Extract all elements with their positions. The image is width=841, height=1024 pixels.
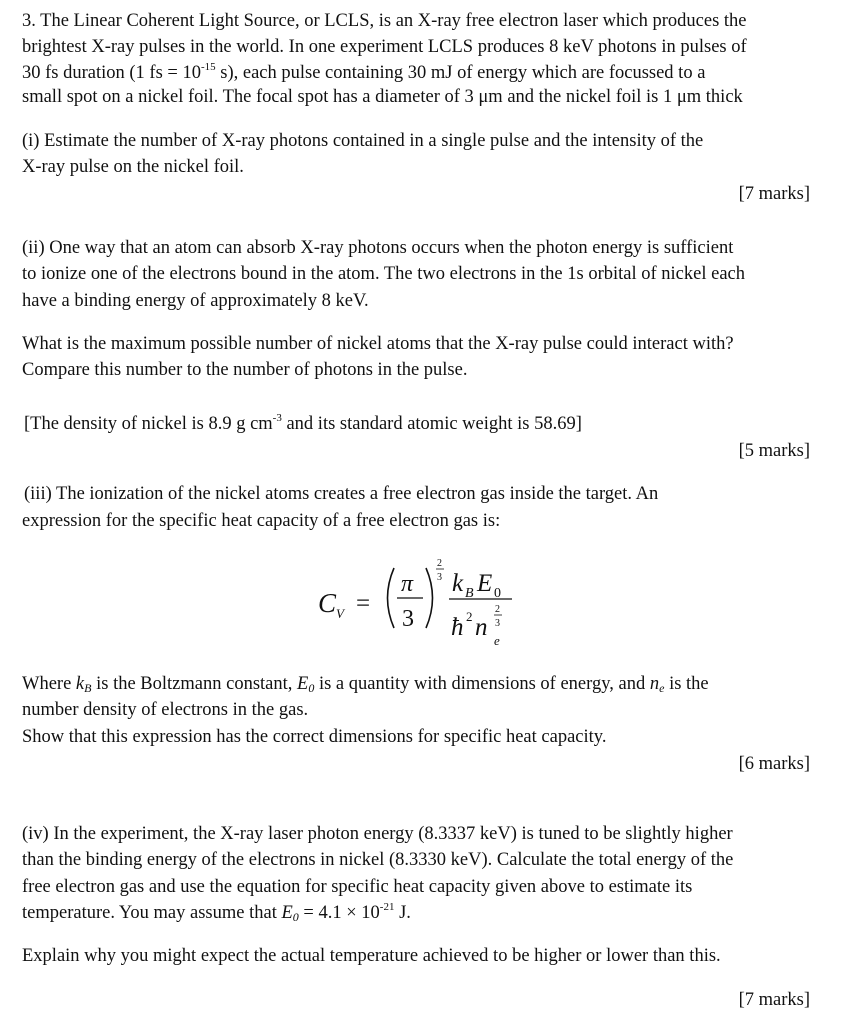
where-e-sub: e <box>659 681 665 695</box>
part2-marks: [5 marks] <box>738 441 810 461</box>
part4-line-3: free electron gas and use the equation for specific heat capacity given above to estimate its <box>22 877 693 897</box>
part4-line-4-c: J. <box>394 903 411 923</box>
part4-line-1: (iv) In the experiment, the X-ray laser photon energy (8.3337 keV) is tuned to be slightly higher <box>22 824 733 844</box>
where-b: is the Boltzmann constant, <box>91 674 298 694</box>
eq-den-e: e <box>494 633 500 648</box>
where-b-sub: B <box>84 681 92 695</box>
eq-left-paren <box>388 568 395 628</box>
part3-where-line <box>22 671 709 697</box>
eq-lhs-sub: V <box>336 606 344 621</box>
part2-line-1: (ii) One way that an atom can absorb X-ray photons occurs when the photon energy is sufficient <box>22 238 734 258</box>
intro-line-1: 3. The Linear Coherent Light Source, or LCLS, is an X-ray free electron laser which produces the <box>22 11 747 31</box>
intro-line-4: small spot on a nickel foil. The focal spot has a diameter of 3 μm and the nickel foil is 1 μm thick <box>22 87 743 107</box>
eq-equals: = <box>356 590 371 617</box>
part3-line-1: (iii) The ionization of the nickel atoms creates a free electron gas inside the target. An <box>24 484 659 504</box>
part3-line-4: Show that this expression has the correct dimensions for specific heat capacity. <box>22 727 607 747</box>
part4-line-4 <box>22 900 411 926</box>
intro-line-3-exponent: -15 <box>200 61 216 73</box>
part3-line-3: number density of electrons in the gas. <box>22 700 309 720</box>
part1-line-2: X-ray pulse on the nickel foil. <box>22 157 244 177</box>
intro-line-3-a: 30 fs duration (1 fs = 10 <box>22 63 201 83</box>
part2-line-4: What is the maximum possible number of nickel atoms that the X-ray pulse could interact with? <box>22 334 734 354</box>
part2-line-5: Compare this number to the number of photons in the pulse. <box>22 360 468 380</box>
eq-den-square: 2 <box>466 609 473 624</box>
eq-exp-den: 3 <box>437 572 442 583</box>
part4-line-4-a: temperature. You may assume that <box>22 903 282 923</box>
where-d: is the <box>664 674 709 694</box>
density-exponent: -3 <box>272 412 282 424</box>
where-n: n <box>649 674 660 694</box>
where-a: Where <box>22 674 76 694</box>
intro-line-3-b: s), each pulse containing 30 mJ of energy which are focussed to a <box>215 63 706 83</box>
part4-exponent: -21 <box>379 901 395 913</box>
eq-lhs-c: C <box>318 588 337 618</box>
part4-zero-sub: 0 <box>292 910 299 924</box>
eq-den-exp-den: 3 <box>495 618 500 629</box>
where-k: k <box>75 674 85 694</box>
part4-line-2: than the binding energy of the electrons in nickel (8.3330 keV). Calculate the total energy of the <box>22 850 734 870</box>
part3-marks: [6 marks] <box>738 754 810 774</box>
part3-line-2: expression for the specific heat capacity of a free electron gas is: <box>22 511 501 531</box>
intro-line-2: brightest X-ray pulses in the world. In one experiment LCLS produces 8 keV photons in pulses of <box>22 37 747 57</box>
eq-exp-num: 2 <box>437 558 442 569</box>
where-c: is a quantity with dimensions of energy, and <box>314 674 650 694</box>
where-e: E <box>297 674 309 694</box>
eq-num-zero: 0 <box>494 586 501 601</box>
part1-marks: [7 marks] <box>738 184 810 204</box>
eq-pi: π <box>401 571 414 597</box>
eq-three: 3 <box>402 606 414 632</box>
part4-e: E <box>281 903 293 923</box>
part4-line-5: Explain why you might expect the actual temperature achieved to be higher or lower than this. <box>22 946 721 966</box>
eq-right-paren <box>426 568 433 628</box>
eq-den-n: n <box>475 614 488 641</box>
part4-marks: [7 marks] <box>738 990 810 1010</box>
density-b: and its standard atomic weight is 58.69] <box>281 414 582 434</box>
part4-line-4-b: = 4.1 × 10 <box>298 903 380 923</box>
part2-line-3: have a binding energy of approximately 8 keV. <box>22 291 369 311</box>
part2-line-2: to ionize one of the electrons bound in the atom. The two electrons in the 1s orbital of nickel each <box>22 264 745 284</box>
eq-num-b: B <box>465 586 474 601</box>
eq-num-e: E <box>477 570 493 597</box>
eq-den-hbar: ħ <box>451 614 464 641</box>
eq-num-k: k <box>452 570 464 597</box>
density-a: [The density of nickel is 8.9 g cm <box>24 414 273 434</box>
where-zero-sub: 0 <box>308 681 315 695</box>
eq-den-exp-num: 2 <box>495 604 500 615</box>
part1-line-1: (i) Estimate the number of X-ray photons contained in a single pulse and the intensity of the <box>22 131 704 151</box>
